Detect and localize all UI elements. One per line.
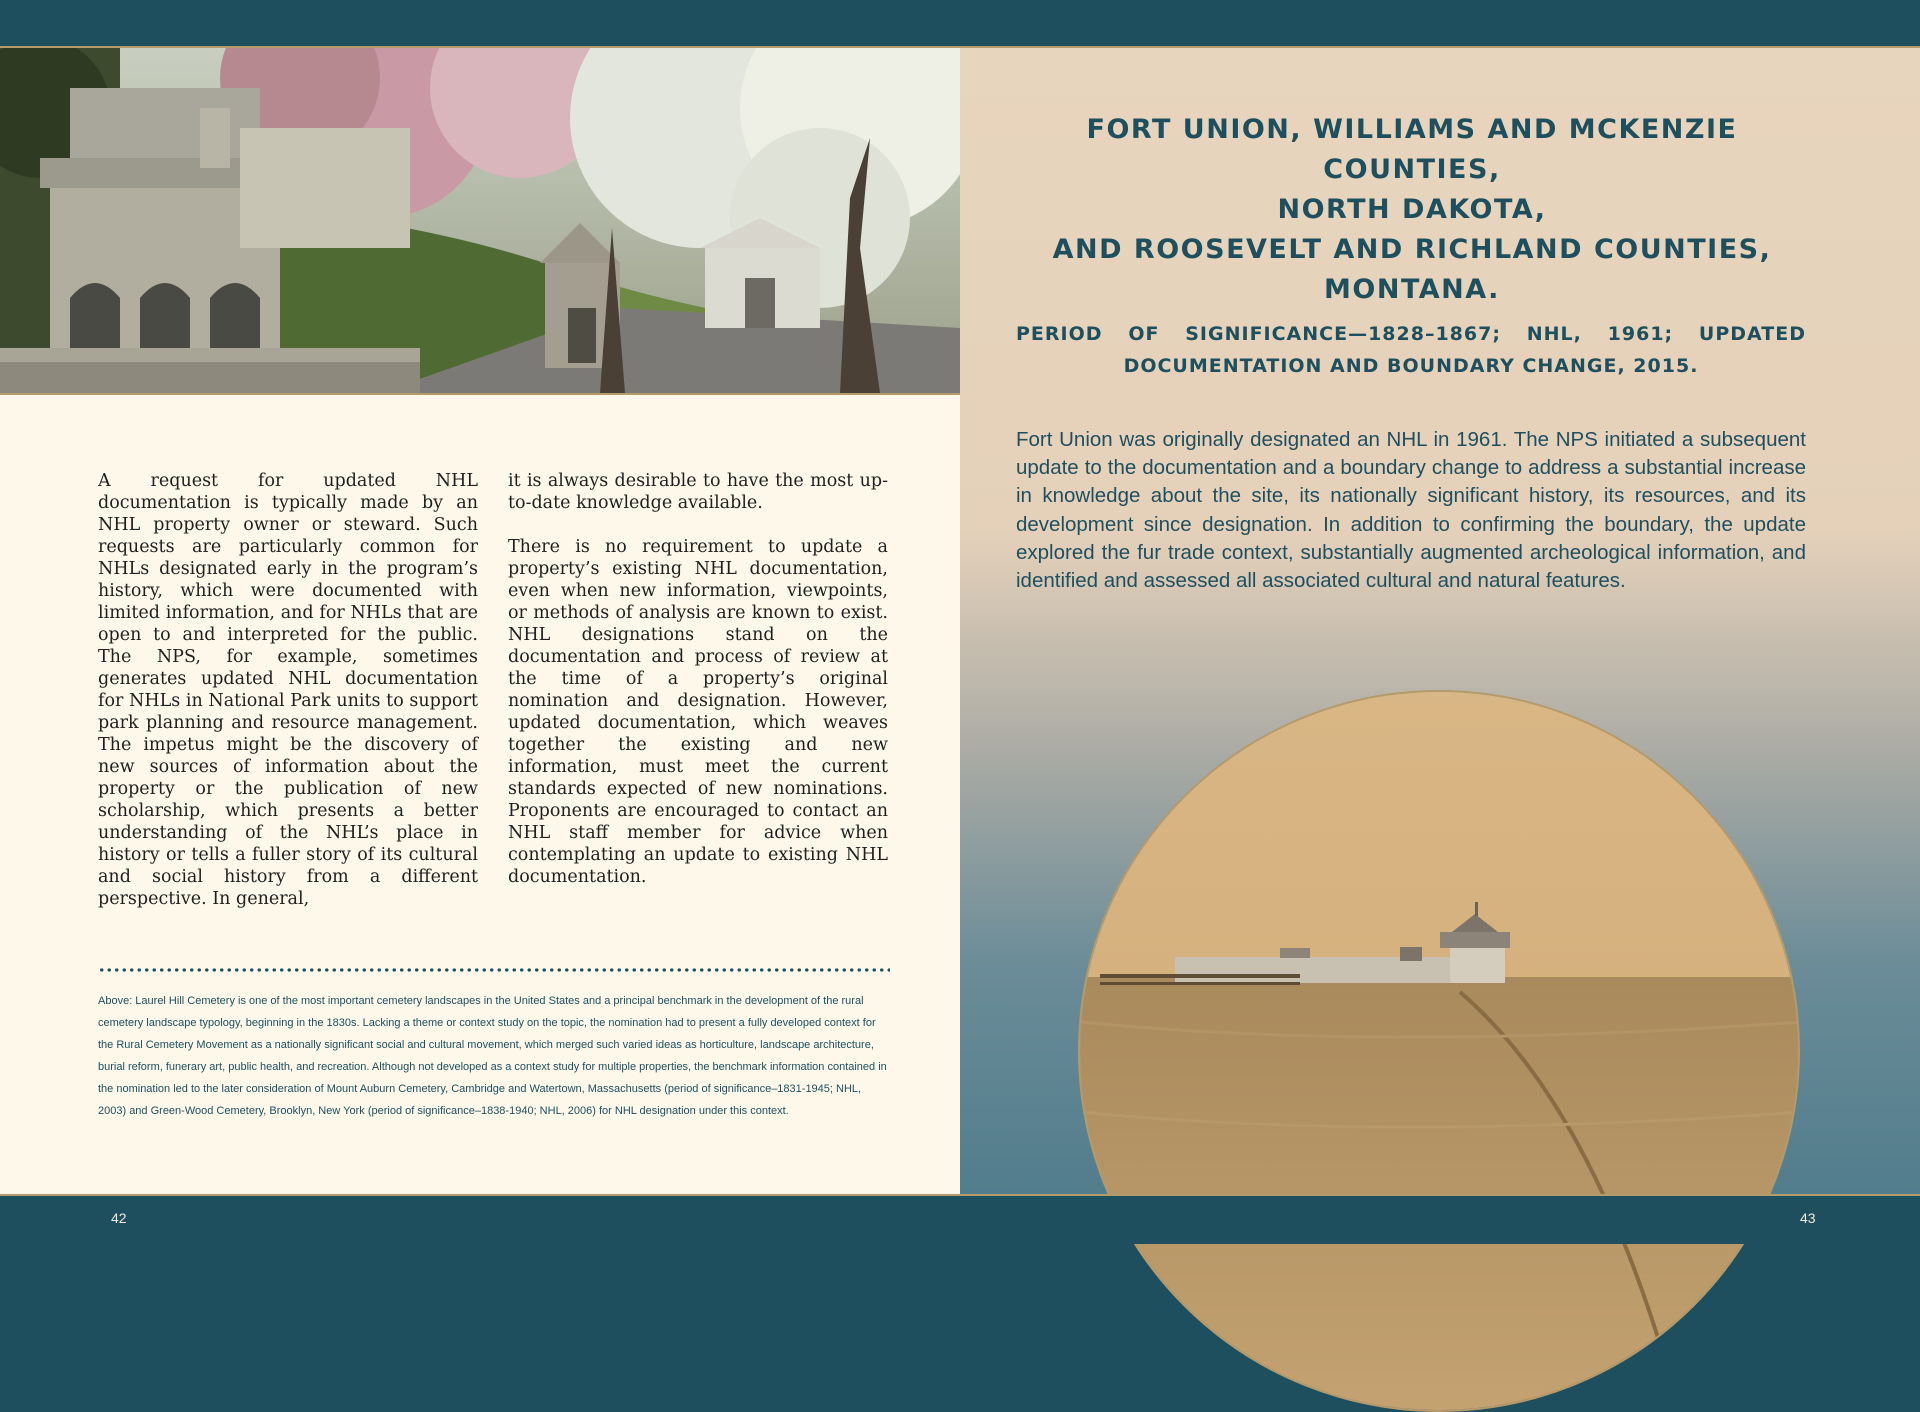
dotted-divider: [98, 968, 890, 972]
period-of-significance: PERIOD OF SIGNIFICANCE—1828–1867; NHL, 1961; UPDATED DOCUMENTATION AND BOUNDARY CHANGE, 2015.: [1016, 323, 1806, 377]
body-paragraph: it is always desirable to have the most up-to-date knowledge available.: [508, 471, 888, 513]
photo-caption: Above: Laurel Hill Cemetery is one of the most important cemetery landscapes in the United States and a principal benchmark in the development of the rural cemetery landscape typology, beginning in the 1830s. Lacking a theme or context study on the topic, the nomination had to present a fully developed context for the Rural Cemetery Movement as a nationally significant social and cultural movement, which merged such varied ideas as horticulture, landscape architecture, burial reform, funerary art, public health, and recreation. Although not developed as a context study for multiple properties, the benchmark information contained in the nomination led to the later consideration of Mount Auburn Cemetery, Cambridge and Watertown, Massachusetts (period of significance–1831-1945; NHL, 2003) and Green-Wood Cemetery, Brooklyn, New York (period of significance–1838-1940; NHL, 2006) for NHL designation under this context.: [98, 995, 887, 1117]
body-paragraph: A request for updated NHL documentation is typically made by an NHL property owner or steward. Such requests are particularly common for NHLs designated early in the program’s history, which were documented with limited information, and for NHLs that are open to and interpreted for the public. The NPS, for example, sometimes generates updated NHL documentation for NHLs in National Park units to support park planning and resource management. The impetus might be the discovery of new sources of information about the property or the publication of new scholarship, which presents a better understanding of the NHL’s place in history or tells a fuller story of its cultural and social history from a different perspective. In general,: [98, 471, 478, 909]
bottom-band: [0, 1194, 1920, 1244]
cemetery-photo: [0, 48, 960, 395]
title-line: FORT UNION, WILLIAMS AND MCKENZIE COUNTIES,: [1086, 114, 1738, 185]
section-title: [1012, 110, 1812, 310]
body-paragraph: There is no requirement to update a property’s existing NHL documentation, even when new information, viewpoints, or methods of analysis are known to exist. NHL designations stand on the documentation and process of review at the time of a property’s original nomination and designation. However, updated documentation, which weaves together the existing and new information, must meet the current standards expected of new nominations. Proponents are encouraged to contact an NHL staff member for advice when contemplating an update to existing NHL documentation.: [508, 537, 888, 887]
fort-union-photo: [1078, 690, 1800, 1412]
body-column-2: [508, 470, 888, 910]
title-line: AND ROOSEVELT AND RICHLAND COUNTIES,: [1052, 234, 1772, 265]
body-column-1: [98, 470, 478, 932]
title-line: NORTH DAKOTA,: [1277, 194, 1547, 225]
top-band: [0, 0, 1920, 48]
summary-paragraph: Fort Union was originally designated an NHL in 1961. The NPS initiated a subsequent update to the documentation and a boundary change to address a substantial increase in knowledge about the site, its nationally significant history, its resources, and its development since designation. In addition to confirming the boundary, the update explored the fur trade context, substantially augmented archeological information, and identified and assessed all associated cultural and natural features.: [1016, 428, 1806, 593]
title-line: MONTANA.: [1324, 274, 1500, 305]
page-number-right: 43: [1800, 1210, 1816, 1226]
page-number-left: 42: [111, 1210, 127, 1226]
